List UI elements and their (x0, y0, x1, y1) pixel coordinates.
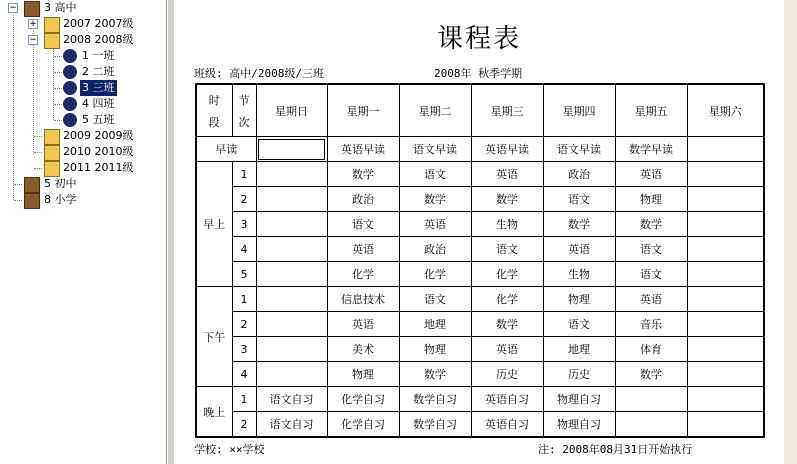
lesson-number-cell: 1 (232, 287, 256, 312)
schedule-cell[interactable] (256, 337, 327, 362)
schedule-cell[interactable]: 语文 (543, 187, 615, 212)
header-period-text: 时 (208, 93, 220, 107)
schedule-cell[interactable]: 英语 (399, 212, 471, 237)
lesson-number-cell: 3 (232, 212, 256, 237)
schedule-cell[interactable]: 英语早读 (327, 137, 399, 162)
tree-node-primary[interactable] (0, 192, 166, 208)
schedule-cell[interactable]: 数学 (615, 212, 687, 237)
day-header: 星期一 (327, 84, 399, 137)
schedule-cell[interactable]: 语文早读 (399, 137, 471, 162)
house-icon (44, 161, 60, 177)
tree-node-class-3[interactable] (0, 80, 166, 96)
tree-node-label: 2007 2007级 (63, 17, 134, 30)
period-cell: 早读 (196, 137, 256, 162)
schedule-cell[interactable] (256, 287, 327, 312)
tree-node-class-2[interactable] (0, 64, 166, 80)
schedule-cell[interactable]: 数学自习 (399, 412, 471, 438)
day-header: 星期二 (399, 84, 471, 137)
day-header: 星期日 (256, 84, 327, 137)
schedule-cell[interactable] (687, 362, 764, 387)
schedule-row (196, 312, 764, 337)
house-icon (44, 129, 60, 145)
schedule-cell[interactable]: 英语 (327, 237, 399, 262)
schedule-cell[interactable] (687, 237, 764, 262)
schedule-cell[interactable] (687, 387, 764, 412)
schedule-cell[interactable]: 政治 (399, 237, 471, 262)
house-icon (44, 17, 60, 33)
lesson-number-cell: 1 (232, 162, 256, 187)
tree-node-label: 4 四班 (82, 97, 115, 110)
tree-node-label: 2010 2010级 (63, 145, 134, 158)
schedule-cell[interactable]: 化学自习 (327, 412, 399, 438)
schedule-cell[interactable]: 政治 (327, 187, 399, 212)
lesson-number-cell: 5 (232, 262, 256, 287)
schedule-cell[interactable]: 语文 (399, 162, 471, 187)
schedule-cell[interactable] (687, 337, 764, 362)
schedule-cell[interactable]: 地理 (399, 312, 471, 337)
schedule-cell[interactable]: 物理 (327, 362, 399, 387)
schedule-cell[interactable] (687, 212, 764, 237)
class-label: 班级: 高中/2008级/三班 (194, 67, 324, 80)
page-title: 课程表 (436, 24, 521, 54)
schedule-cell[interactable]: 物理 (399, 337, 471, 362)
schedule-cell[interactable] (256, 162, 327, 187)
schedule-cell[interactable]: 英语 (471, 337, 543, 362)
schedule-cell[interactable]: 语文 (471, 237, 543, 262)
schedule-cell[interactable] (256, 212, 327, 237)
tree-node-label: 8 小学 (44, 193, 77, 206)
lesson-number-cell: 3 (232, 337, 256, 362)
book-icon (24, 193, 40, 209)
schedule-cell[interactable] (687, 412, 764, 438)
schedule-cell[interactable]: 英语 (615, 162, 687, 187)
schedule-cell[interactable]: 美术 (327, 337, 399, 362)
header-period-cell (196, 84, 232, 137)
schedule-cell[interactable]: 数学早读 (615, 137, 687, 162)
schedule-cell[interactable]: 化学自习 (327, 387, 399, 412)
tree-node-class-1[interactable] (0, 48, 166, 64)
tree-node-grade-2007[interactable] (0, 16, 166, 32)
lesson-number-cell: 4 (232, 237, 256, 262)
schedule-cell[interactable]: 化学 (399, 262, 471, 287)
schedule-cell[interactable]: 英语自习 (471, 387, 543, 412)
schedule-cell[interactable]: 物理 (543, 287, 615, 312)
tree-node-grade-2010[interactable] (0, 144, 166, 160)
schedule-row (196, 262, 764, 287)
header-period-text: 段 (208, 115, 220, 129)
term-label: 2008年 秋季学期 (434, 67, 523, 80)
schedule-row (196, 212, 764, 237)
schedule-row (196, 187, 764, 212)
day-header: 星期三 (471, 84, 543, 137)
tree-node-label: 2 二班 (82, 65, 115, 78)
schedule-cell[interactable] (256, 362, 327, 387)
tree-node-senior-high[interactable] (0, 0, 166, 16)
schedule-cell[interactable]: 音乐 (615, 312, 687, 337)
period-cell: 晚上 (196, 387, 232, 438)
schedule-cell[interactable]: 历史 (543, 362, 615, 387)
schedule-row (196, 162, 764, 187)
schedule-cell[interactable]: 化学 (471, 262, 543, 287)
schedule-cell[interactable]: 化学 (327, 262, 399, 287)
schedule-cell[interactable] (687, 187, 764, 212)
schedule-cell[interactable]: 物理 (615, 187, 687, 212)
expand-icon[interactable]: + (29, 19, 37, 29)
tree-node-label: 5 初中 (44, 177, 77, 190)
schedule-cell[interactable]: 语文 (615, 262, 687, 287)
schedule-cell[interactable] (256, 262, 327, 287)
schedule-cell[interactable]: 英语 (615, 287, 687, 312)
schedule-cell[interactable]: 政治 (543, 162, 615, 187)
schedule-cell[interactable]: 数学 (399, 362, 471, 387)
header-lesson-text: 次 (238, 115, 250, 129)
schedule-table (195, 83, 765, 438)
schedule-cell[interactable]: 英语早读 (471, 137, 543, 162)
schedule-cell[interactable] (256, 312, 327, 337)
schedule-cell[interactable]: 数学 (471, 187, 543, 212)
day-header: 星期五 (615, 84, 687, 137)
class-tree-panel[interactable] (0, 0, 167, 464)
schedule-cell[interactable]: 生物 (543, 262, 615, 287)
lesson-number-cell: 2 (232, 312, 256, 337)
schedule-cell[interactable]: 历史 (471, 362, 543, 387)
tree-node-grade-2008[interactable] (0, 32, 166, 48)
schedule-cell[interactable]: 英语 (471, 162, 543, 187)
schedule-document (174, 0, 784, 464)
schedule-row (196, 387, 764, 412)
student-icon (63, 113, 77, 127)
schedule-cell[interactable]: 物理自习 (543, 412, 615, 438)
schedule-cell[interactable] (256, 237, 327, 262)
schedule-cell[interactable] (687, 162, 764, 187)
schedule-row (196, 137, 764, 162)
student-icon (63, 97, 77, 111)
lesson-number-cell: 2 (232, 412, 256, 438)
schedule-cell[interactable]: 语文早读 (543, 137, 615, 162)
tree-node-label: 2009 2009级 (63, 129, 134, 142)
schedule-cell[interactable]: 数学 (399, 187, 471, 212)
tree-node-label: 5 五班 (82, 113, 115, 126)
tree-node-class-5[interactable] (0, 112, 166, 128)
schedule-cell[interactable]: 化学 (471, 287, 543, 312)
schedule-cell[interactable] (615, 387, 687, 412)
tree-node-junior-high[interactable] (0, 176, 166, 192)
schedule-row (196, 237, 764, 262)
book-icon (24, 177, 40, 193)
lesson-number-cell: 2 (232, 187, 256, 212)
tree-node-grade-2011[interactable] (0, 160, 166, 176)
tree-node-label-selected: 3 三班 (82, 81, 115, 94)
schedule-cell[interactable] (256, 187, 327, 212)
header-lesson-cell (232, 84, 256, 137)
lesson-number-cell: 1 (232, 387, 256, 412)
schedule-cell[interactable]: 数学 (471, 312, 543, 337)
lesson-number-cell: 4 (232, 362, 256, 387)
tree-node-class-4[interactable] (0, 96, 166, 112)
schedule-cell[interactable]: 体育 (615, 337, 687, 362)
schedule-cell[interactable] (687, 262, 764, 287)
schedule-cell[interactable]: 英语 (327, 312, 399, 337)
schedule-cell[interactable] (687, 287, 764, 312)
schedule-row (196, 287, 764, 312)
student-icon (63, 81, 77, 95)
schedule-cell[interactable]: 语文 (615, 237, 687, 262)
schedule-row (196, 412, 764, 438)
schedule-cell[interactable]: 数学自习 (399, 387, 471, 412)
effective-date-note: 注: 2008年08月31日开始执行 (538, 443, 693, 456)
period-cell: 下午 (196, 287, 232, 387)
tree-node-label: 2011 2011级 (63, 161, 134, 174)
schedule-cell[interactable]: 数学 (543, 212, 615, 237)
schedule-row (196, 337, 764, 362)
student-icon (63, 49, 77, 63)
schedule-cell[interactable]: 语文 (327, 212, 399, 237)
period-cell: 早上 (196, 162, 232, 287)
tree-node-label: 2008 2008级 (63, 33, 134, 46)
day-header: 星期六 (687, 84, 764, 137)
house-icon (44, 145, 60, 161)
schedule-cell[interactable]: 数学 (327, 162, 399, 187)
schedule-cell[interactable]: 语文 (543, 312, 615, 337)
schedule-cell[interactable] (256, 137, 327, 162)
schedule-cell[interactable]: 英语 (543, 237, 615, 262)
vertical-scrollbar[interactable] (784, 0, 797, 464)
tree-node-label: 3 高中 (44, 1, 77, 14)
schedule-cell[interactable]: 数学 (615, 362, 687, 387)
collapse-icon[interactable]: − (29, 35, 37, 45)
schedule-cell[interactable]: 英语自习 (471, 412, 543, 438)
schedule-cell[interactable]: 语文 (399, 287, 471, 312)
schedule-cell[interactable]: 信息技术 (327, 287, 399, 312)
tree-node-grade-2009[interactable] (0, 128, 166, 144)
collapse-icon[interactable]: − (9, 3, 17, 13)
tree-node-label: 1 一班 (82, 49, 115, 62)
schedule-cell[interactable]: 物理自习 (543, 387, 615, 412)
header-lesson-text: 节 (238, 93, 250, 107)
schedule-cell[interactable]: 语文自习 (256, 412, 327, 438)
day-header: 星期四 (543, 84, 615, 137)
house-icon (44, 33, 60, 49)
schedule-row (196, 362, 764, 387)
schedule-cell[interactable]: 地理 (543, 337, 615, 362)
student-icon (63, 65, 77, 79)
schedule-cell[interactable]: 语文自习 (256, 387, 327, 412)
schedule-cell[interactable]: 生物 (471, 212, 543, 237)
schedule-cell[interactable] (615, 412, 687, 438)
school-label: 学校: ××学校 (194, 443, 265, 456)
schedule-cell[interactable] (687, 312, 764, 337)
schedule-cell[interactable] (687, 137, 764, 162)
book-icon (24, 1, 40, 17)
